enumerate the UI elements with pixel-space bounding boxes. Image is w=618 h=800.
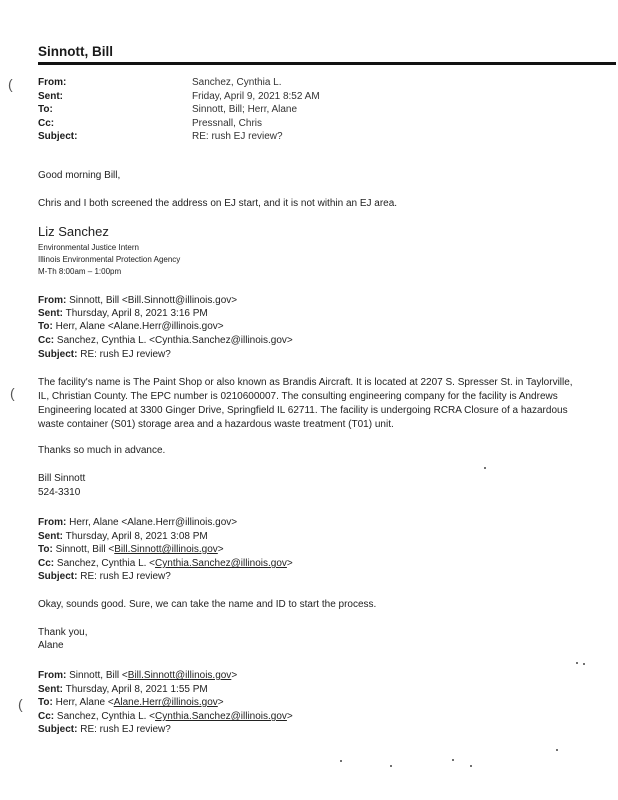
scan-speck <box>484 467 486 469</box>
subject-value: RE: rush EJ review? <box>192 131 283 142</box>
margin-mark: ( <box>8 76 13 92</box>
from-label: From: <box>38 517 67 528</box>
from-label: From: <box>38 670 67 681</box>
scan-speck <box>583 663 585 665</box>
body-line: waste container (S01) storage area and a hazardous waste treatment (T01) unit. <box>38 419 394 430</box>
to-value-prefix: Sinnott, Bill < <box>55 544 115 555</box>
email-link[interactable]: Bill.Sinnott@illinois.gov <box>114 544 218 555</box>
scan-speck <box>390 765 392 767</box>
to-label: To: <box>38 697 53 708</box>
to-label: To: <box>38 321 53 332</box>
from-value: Sanchez, Cynthia L. <box>192 77 282 88</box>
to-value-suffix: > <box>217 544 224 555</box>
body-paragraph: Chris and I both screened the address on EJ start, and it is not within an EJ area. <box>38 198 398 209</box>
signature-name: Bill Sinnott <box>38 473 86 484</box>
cc-value: Pressnall, Chris <box>192 118 263 129</box>
cc-value-prefix: Sanchez, Cynthia L. < <box>56 711 156 722</box>
subject-label: Subject: <box>38 724 78 735</box>
margin-mark: ( <box>18 696 23 712</box>
sent-label: Sent: <box>38 684 63 695</box>
scan-speck <box>340 760 342 762</box>
signature-agency: Illinois Environmental Protection Agency <box>38 255 181 264</box>
sent-label: Sent: <box>38 91 63 102</box>
to-value: Herr, Alane <Alane.Herr@illinois.gov> <box>55 321 224 332</box>
sent-label: Sent: <box>38 308 63 319</box>
subject-value: RE: rush EJ review? <box>80 724 171 735</box>
signature-name: Alane <box>38 640 64 651</box>
scan-speck <box>452 759 454 761</box>
cc-label: Cc: <box>38 118 55 129</box>
sent-value: Thursday, April 8, 2021 3:16 PM <box>65 308 208 319</box>
body-line: Engineering located at 3300 Ginger Drive, Springfield IL 62711. The facility is undergoing RCRA Closure of a hazardous <box>38 405 568 416</box>
to-label: To: <box>38 544 53 555</box>
greeting: Good morning Bill, <box>38 170 121 181</box>
body-paragraph: Okay, sounds good. Sure, we can take the name and ID to start the process. <box>38 599 377 610</box>
to-value-suffix: > <box>217 697 224 708</box>
to-value-prefix: Herr, Alane < <box>55 697 114 708</box>
body-line: IL, Christian County. The EPC number is 0210600007. The consulting engineering company for the facility is Andrews <box>38 391 558 402</box>
mailbox-owner: Sinnott, Bill <box>38 44 113 59</box>
scan-speck <box>470 765 472 767</box>
cc-value: Sanchez, Cynthia L. <Cynthia.Sanchez@illinois.gov> <box>56 335 293 346</box>
to-value: Sinnott, Bill; Herr, Alane <box>192 104 298 115</box>
body-line: The facility's name is The Paint Shop or also known as Brandis Aircraft. It is located at 2207 S. Spresser St. in Taylorville, <box>38 377 573 388</box>
signature-phone: 524-3310 <box>38 487 81 498</box>
to-label: To: <box>38 104 53 115</box>
sent-value: Friday, April 9, 2021 8:52 AM <box>192 91 320 102</box>
scan-speck <box>556 749 558 751</box>
subject-label: Subject: <box>38 349 78 360</box>
from-value-suffix: > <box>231 670 238 681</box>
sent-label: Sent: <box>38 531 63 542</box>
cc-value-suffix: > <box>286 558 293 569</box>
email-link[interactable]: Bill.Sinnott@illinois.gov <box>127 670 232 681</box>
email-link[interactable]: Alane.Herr@illinois.gov <box>113 697 218 708</box>
header-rule <box>38 62 614 65</box>
scan-speck <box>576 662 578 664</box>
signature-title: Environmental Justice Intern <box>38 243 139 252</box>
thanks-line: Thanks so much in advance. <box>38 445 166 456</box>
cc-label: Cc: <box>38 335 55 346</box>
sent-value: Thursday, April 8, 2021 3:08 PM <box>65 531 208 542</box>
thanks-line: Thank you, <box>38 627 88 638</box>
subject-value: RE: rush EJ review? <box>80 571 171 582</box>
from-value-prefix: Sinnott, Bill < <box>69 670 128 681</box>
subject-label: Subject: <box>38 571 78 582</box>
from-value: Herr, Alane <Alane.Herr@illinois.gov> <box>69 517 238 528</box>
cc-label: Cc: <box>38 711 55 722</box>
signature-hours: M-Th 8:00am – 1:00pm <box>38 267 122 276</box>
from-label: From: <box>38 77 67 88</box>
from-value: Sinnott, Bill <Bill.Sinnott@illinois.gov> <box>69 295 238 306</box>
from-label: From: <box>38 295 67 306</box>
sent-value: Thursday, April 8, 2021 1:55 PM <box>65 684 208 695</box>
signature-name: Liz Sanchez <box>38 224 109 239</box>
cc-label: Cc: <box>38 558 55 569</box>
cc-value-prefix: Sanchez, Cynthia L. < <box>56 558 156 569</box>
email-link[interactable]: Cynthia.Sanchez@illinois.gov <box>155 558 287 569</box>
margin-mark: ( <box>10 385 15 401</box>
email-link[interactable]: Cynthia.Sanchez@illinois.gov <box>155 711 287 722</box>
subject-label: Subject: <box>38 131 78 142</box>
cc-value-suffix: > <box>286 711 293 722</box>
subject-value: RE: rush EJ review? <box>80 349 171 360</box>
